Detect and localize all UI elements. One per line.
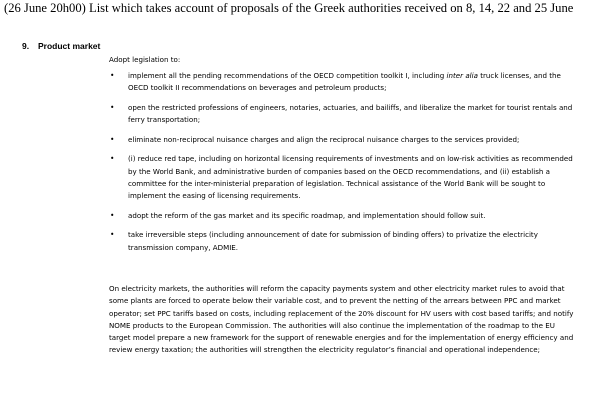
list-item-text: eliminate non-reciprocal nuisance charges and align the reciprocal nuisance charges to the services provided; xyxy=(128,134,520,144)
bullet-list xyxy=(109,70,579,261)
section-number: 9. xyxy=(22,41,30,51)
list-item-text: (i) reduce red tape, including on horizontal licensing requirements of investments and on low-risk activities as recommended by the World Bank, and administrative burden of companies based on the OECD recommendations, and (ii) establish a committee for the inter-ministerial preparation of legislation. Technical assistance of the World Bank will be sought to implement the easing of licensing requirements. xyxy=(128,154,573,201)
list-item xyxy=(109,102,579,127)
bullet-icon: • xyxy=(110,230,115,240)
list-item xyxy=(109,134,579,146)
list-item-text-end: truck licenses, and the OECD toolkit II recommendations on beverages and petroleum products; xyxy=(128,71,561,93)
bullet-icon: • xyxy=(110,134,115,144)
list-item xyxy=(109,210,579,222)
section-intro: Adopt legislation to: xyxy=(109,55,181,64)
list-item-text: take irreversible steps (including announcement of date for submission of binding offers) to privatize the electricity transmission company, ADMIE. xyxy=(128,230,538,252)
list-item-text: open the restricted professions of engineers, notaries, actuaries, and bailiffs, and liberalize the market for tourist rentals and ferry transportation; xyxy=(128,102,573,125)
bullet-icon: • xyxy=(110,210,115,220)
document-header: (26 June 20h00) List which takes account of proposals of the Greek authorities received on 8, 14, 22 and 25 June xyxy=(4,1,574,15)
list-item xyxy=(109,229,579,254)
section-title: Product market xyxy=(38,41,101,51)
bullet-icon: • xyxy=(110,154,115,164)
list-item xyxy=(109,70,579,95)
bullet-icon: • xyxy=(110,102,115,112)
list-item-text: adopt the reform of the gas market and its specific roadmap, and implementation should follow suit. xyxy=(128,210,486,220)
list-item-italic: inter alia xyxy=(446,71,478,80)
bullet-icon: • xyxy=(110,71,115,80)
list-item-text-start: implement all the pending recommendations of the OECD competition toolkit I, including xyxy=(128,71,447,80)
list-item xyxy=(109,153,579,202)
closing-paragraph: On electricity markets, the authorities will reform the capacity payments system and other electricity market rules to avoid that some plants are forced to operate below their variable cost, and to prevent the netting of the arrears between PPC and market operator; set PPC tariffs based on costs, including replacement of the 20% discount for HV users with cost based tariffs; and notify NOME products to the European Commission. The authorities will also continue the implementation of the roadmap to the EU target model prepare a new framework for the support of renewable energies and for the implementation of energy efficiency and review energy taxation; the authorities will strengthen the electricity regulator’s financial and operational independence; xyxy=(109,284,574,355)
